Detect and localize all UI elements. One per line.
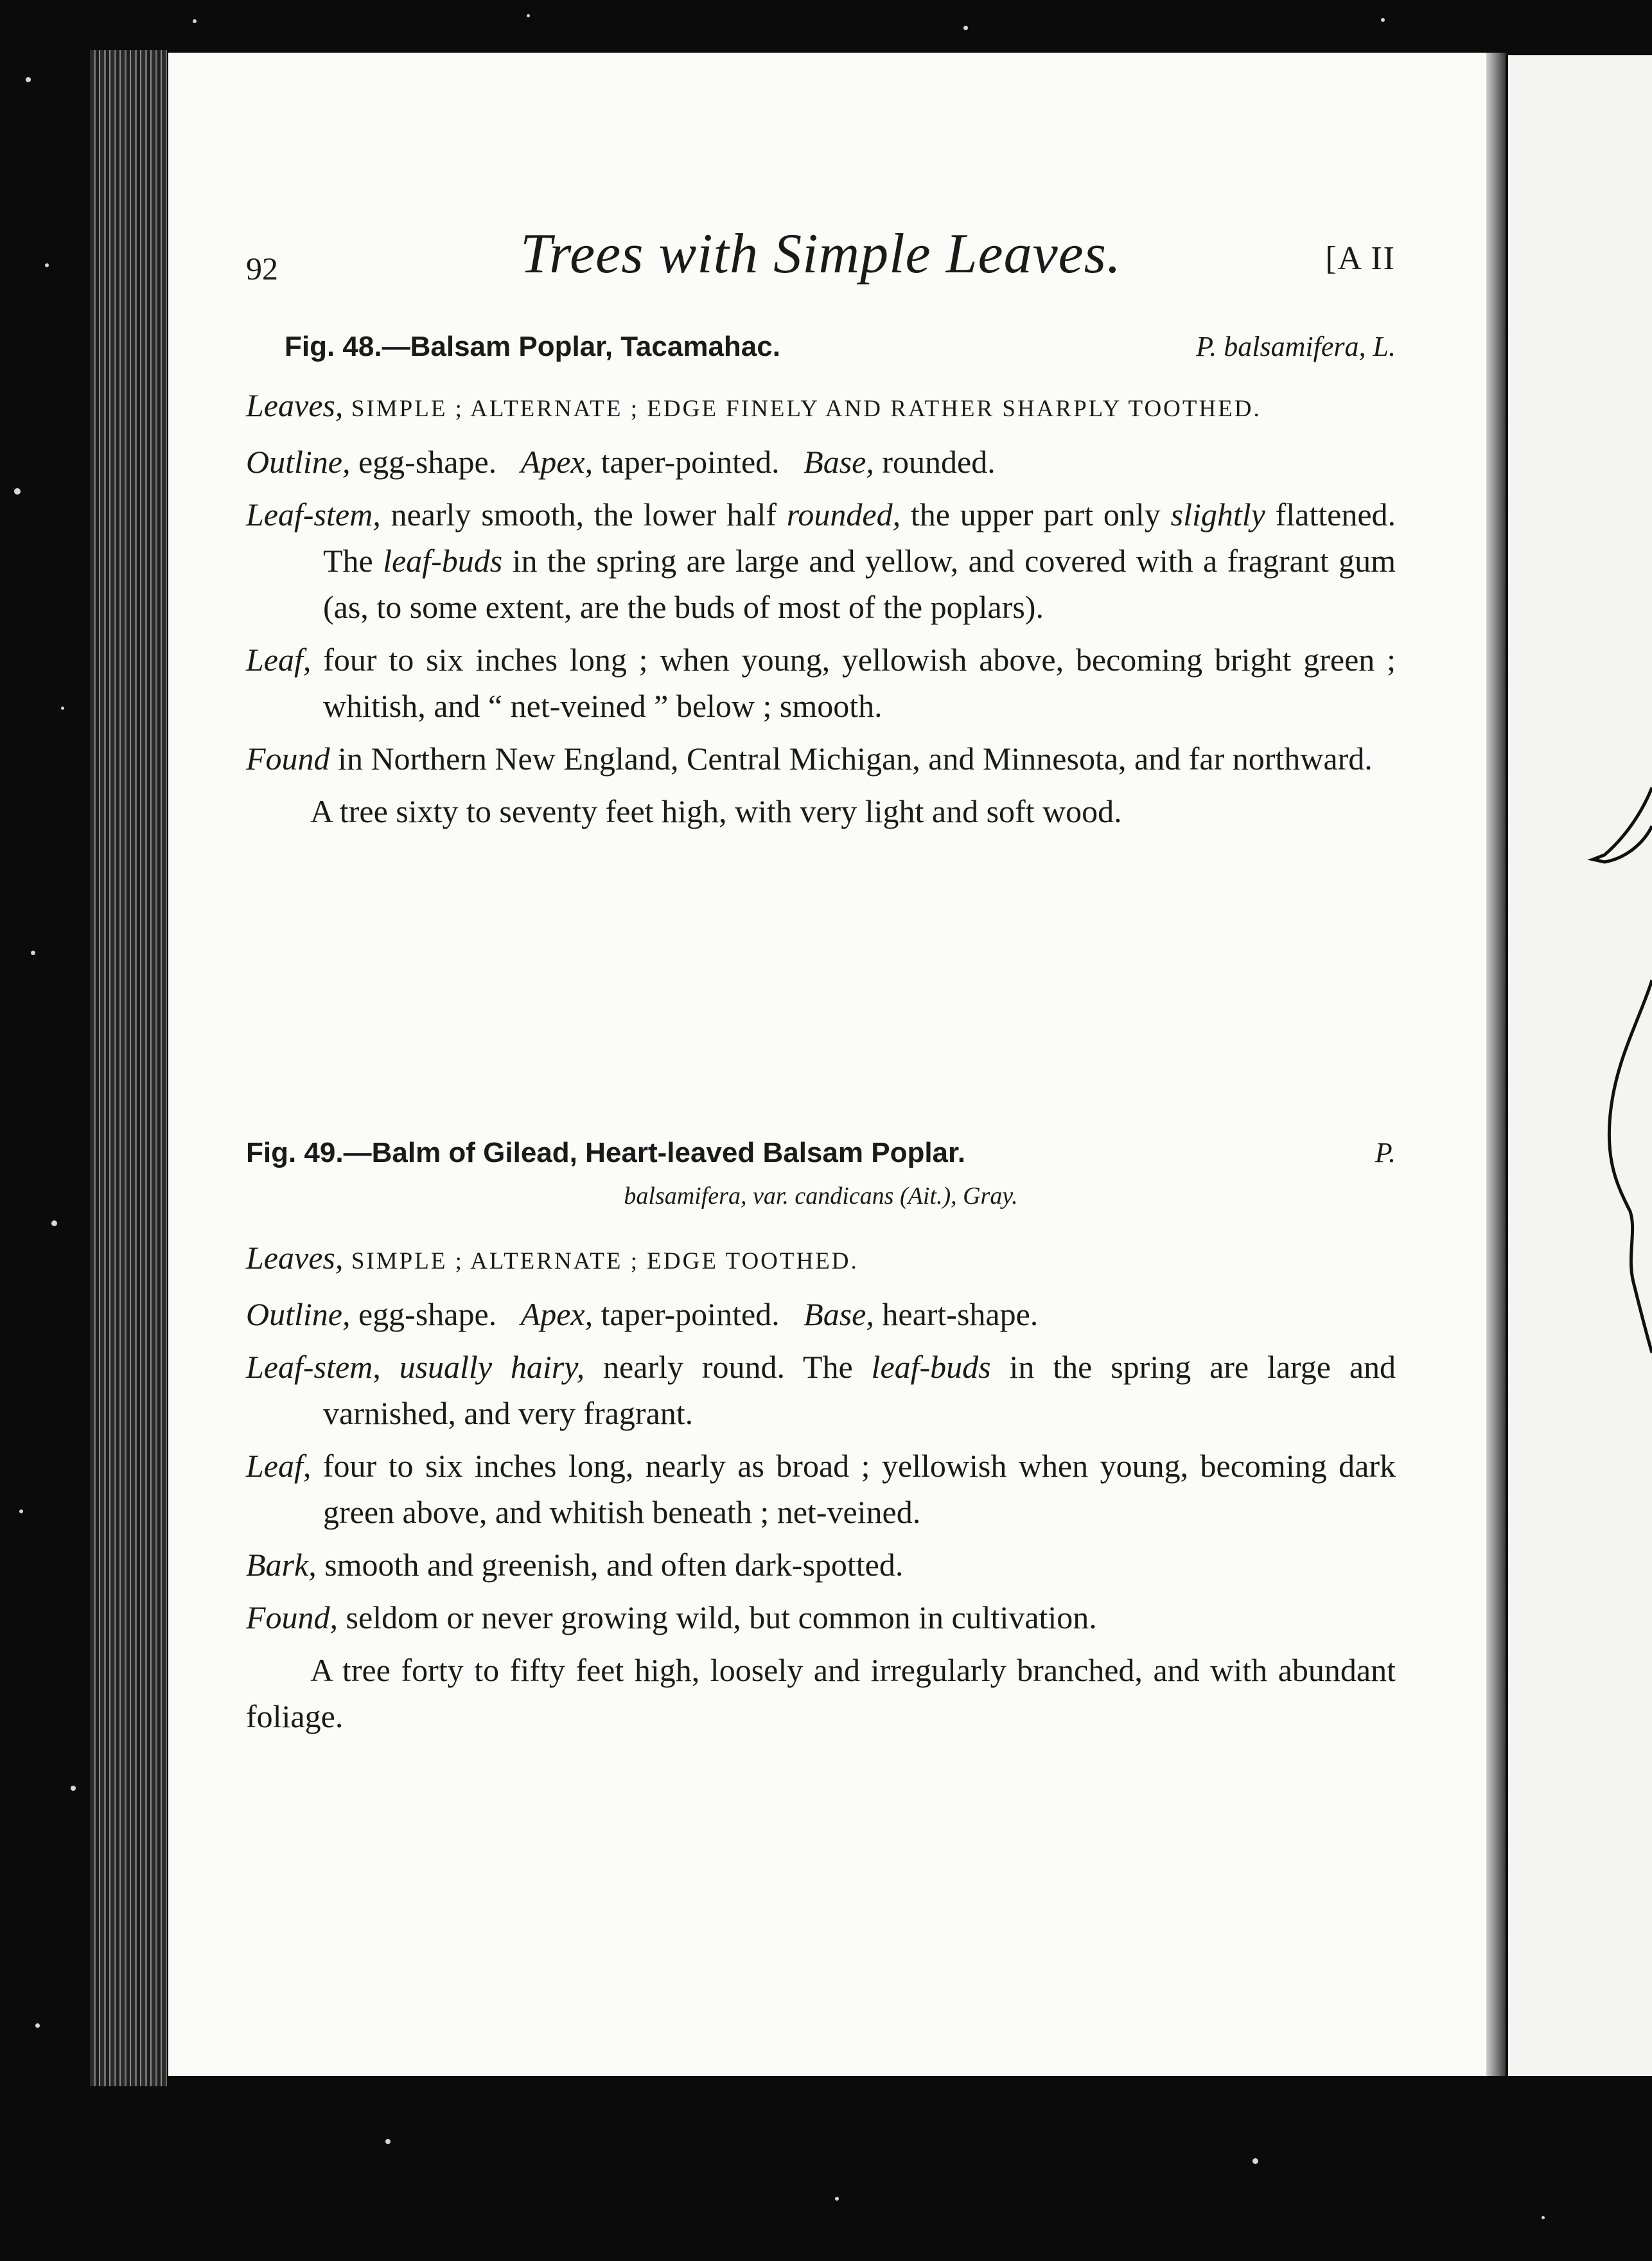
running-title: Trees with Simple Leaves. xyxy=(520,223,1121,285)
leaf-line-48: Leaf, four to six inches long ; when young, yellowish above, becoming bright green ; whitish, and “ net-veined ” below ; smooth. xyxy=(246,642,1396,724)
outline-line-49: Outline, egg-shape. Apex, taper-pointed. Base, heart-shape. xyxy=(246,1296,1039,1332)
outline-line-48: Outline, egg-shape. Apex, taper-pointed. Base, rounded. xyxy=(246,444,996,480)
leaf-stem-line-49: Leaf-stem, usually hairy, nearly round. The leaf-buds in the spring are large and varnished, and very fragrant. xyxy=(246,1349,1396,1431)
facing-page xyxy=(1508,55,1652,2076)
facing-page-leaf-drawing xyxy=(1508,55,1652,2076)
scientific-name-48: P. balsamifera, L. xyxy=(1196,331,1396,362)
figure-title-48: Fig. 48.—Balsam Poplar, Tacamahac. P. balsamifera, L. xyxy=(246,324,1396,369)
description-49: A tree forty to fifty feet high, loosely and irregularly branched, and with abundant foliage. xyxy=(246,1652,1396,1734)
bark-line-49: Bark, smooth and greenish, and often dark-spotted. xyxy=(246,1547,904,1583)
leaves-line-48: Leaves, SIMPLE ; ALTERNATE ; EDGE FINELY AND RATHER SHARPLY TOOTHED. xyxy=(246,387,1261,423)
leaves-line-49: Leaves, SIMPLE ; ALTERNATE ; EDGE TOOTHED. xyxy=(246,1240,859,1276)
figure-title-49: Fig. 49.—Balm of Gilead, Heart-leaved Balsam Poplar. P. xyxy=(246,1130,1396,1175)
running-header xyxy=(246,222,1396,292)
page-number: 92 xyxy=(246,251,278,286)
leaf-line-49: Leaf, four to six inches long, nearly as broad ; yellowish when young, becoming dark green above, and whitish beneath ; net-veined. xyxy=(246,1448,1396,1530)
page-edges xyxy=(90,50,167,2086)
section-mark: [A II xyxy=(1325,240,1396,277)
species-entry-2 xyxy=(246,1130,1396,1739)
found-line-49: Found, seldom or never growing wild, but common in cultivation. xyxy=(246,1599,1097,1635)
book-gutter xyxy=(1486,53,1506,2076)
species-entry-1 xyxy=(246,324,1396,834)
scientific-name-49: balsamifera, var. candicans (Ait.), Gray. xyxy=(624,1183,1018,1210)
leaf-stem-line-48: Leaf-stem, nearly smooth, the lower half rounded, the upper part only slightly flattened. The leaf-buds in the spring are large and yellow, and covered with a fragrant gum (as, to some extent, are the buds of most of the poplars). xyxy=(246,497,1396,625)
genus-49: P. xyxy=(1375,1137,1396,1168)
found-line-48: Found in Northern New England, Central Michigan, and Minnesota, and far northward. xyxy=(246,741,1373,777)
description-48: A tree sixty to seventy feet high, with very light and soft wood. xyxy=(310,793,1122,829)
